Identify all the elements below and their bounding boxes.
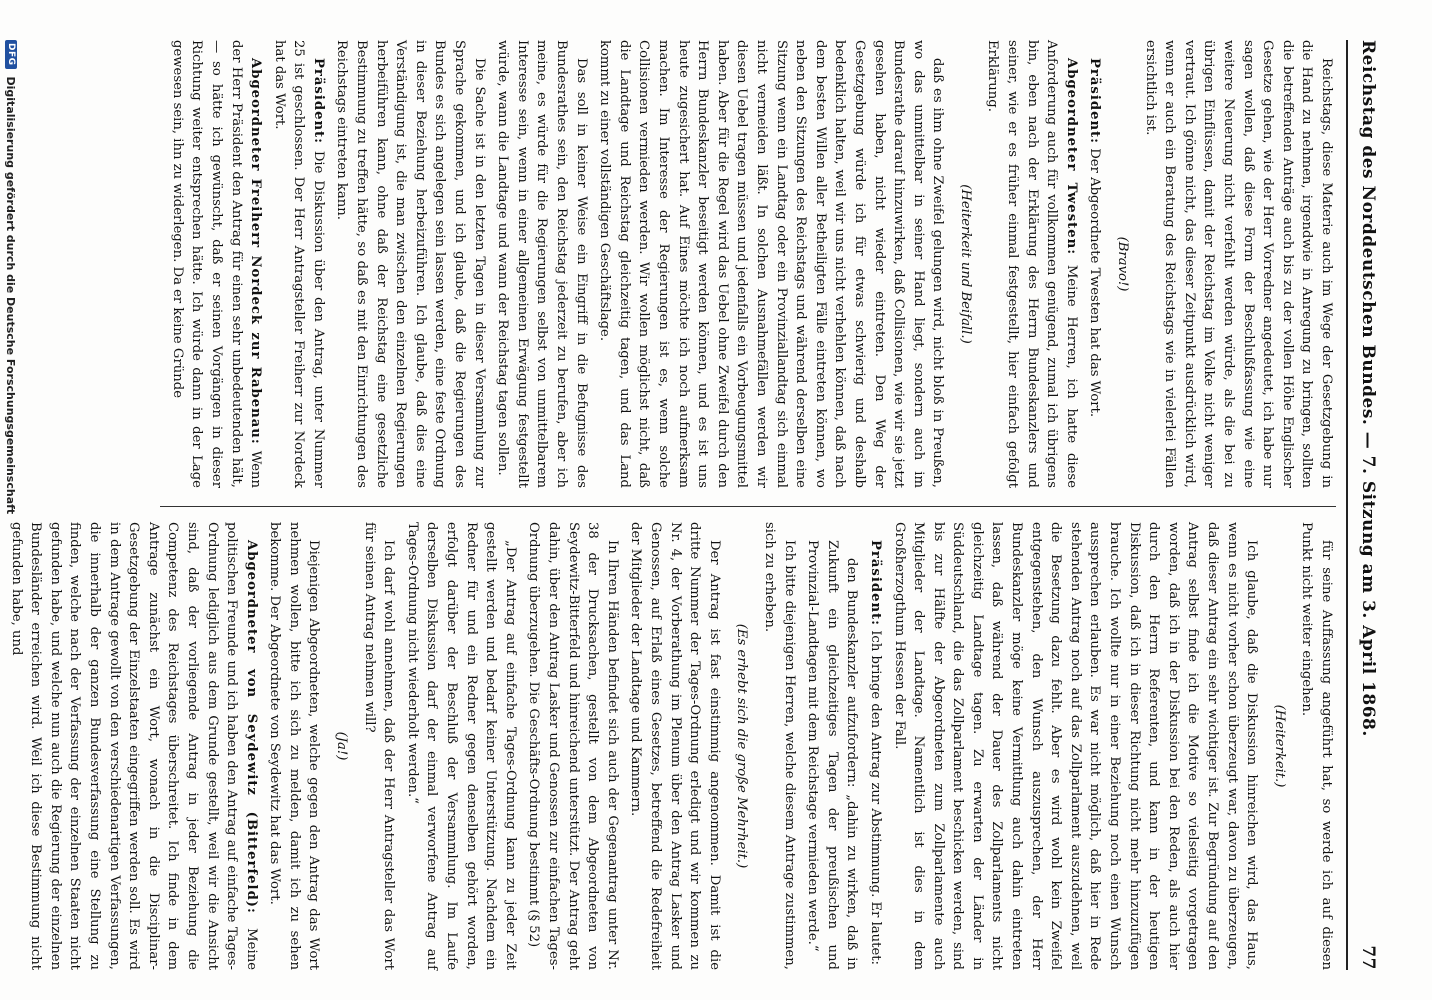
stage-direction: (Ja!)	[334, 731, 350, 761]
speech-paragraph	[865, 522, 885, 970]
body-paragraph: In Ihren Händen befindet sich auch der Gegenantrag unter Nr. 38 der Drucksachen, gestellt von dem Abgeordneten von Seydewitz-Bitterfeld und hinreichend unterstützt. Der Antrag geht dahin, über den Antrag Lasker und Genossen zur einfachen Tages-Ordnung überzugehen. Die Geschäfts-Ordnung bestimmt (§ 52)	[526, 522, 620, 970]
right-column	[8, 522, 1336, 970]
speaker-name: Präsident:	[867, 540, 883, 627]
body-paragraph: Diejenigen Abgeordneten, welche gegen den Antrag das Wort nehmen wollen, bitte ich sich zu melden, damit ich zu sehen bekomme. Der Abgeordnete von Seydewitz hat das Wort.	[267, 522, 322, 970]
body-paragraph: Ich darf wohl annehmen, daß der Herr Antragsteller das Wort für seinen Antrag nehmen will?	[361, 522, 397, 970]
motion-quote: den Bundeskanzler aufzufordern: „dahin zu wirken, daß in Zukunft ein gleichzeitiges Tagen der preußischen und Provinzial-Landtagen mit dem Reichstage vermieden werde.“	[805, 540, 860, 970]
speaker-name: Abgeordneter Twesten:	[1063, 58, 1079, 256]
stage-direction: (Heiterkeit und Beifall.)	[957, 184, 973, 344]
column-divider	[160, 506, 1336, 507]
speech-text: Die Diskussion über den Antrag, unter Nummer 25 ist geschlossen. Der Herr Antragsteller Freiherr zur Nordeck hat das Wort.	[271, 40, 326, 488]
funding-notice: Digitalisierung gefördert durch die Deutsche Forschungsgemeinschaft	[4, 76, 18, 515]
stage-direction: (Bravo!)	[1115, 236, 1131, 292]
speaker-name: Abgeordneter von Seydewitz (Bitterfeld):	[243, 540, 259, 914]
speaker-name: Präsident:	[310, 58, 326, 145]
speech-text: Ich bringe den Antrag zur Abstimmung. Er lautet:	[867, 630, 883, 965]
speech-paragraph	[1085, 40, 1105, 488]
page-footer	[2, 40, 20, 970]
speech-text: Meine politischen Freunde und ich haben den Antrag auf einfache Tages-Ordnung lediglich aus dem Grunde gestellt, weil wir die Ansicht sind, daß der vorliegende Antrag in jeder Beziehung die Competenz des Reichstages überschreitet. Ich finde in dem Antrage zunächst ein Wort, wonach in die Disciplinar-Gesetzgebung der Einzelstaaten eingegriffen werden soll. Es wird in dem Antrage gewollt von den verschiedenartigen Verfassungen, die innerhalb der ganzen Bundesverfassung eine Stellung zu finden, welche nach der Verfassung der einzelnen Staaten nicht gefunden habe, und welche nun auch die Regierung der einzelnen Bundesländer erreichen wird. Weil ich diese Bestimmung nicht gefunden habe, und	[8, 522, 259, 970]
speaker-name: Präsident:	[1087, 58, 1103, 145]
speech-paragraph	[983, 40, 1081, 488]
body-paragraph: Reichstags, diese Materie auch im Wege der Gesetzgebung in die Hand zu nehmen, irgendwie in Anregung zu bringen, sollten die betreffenden Anträge auch bis zu der vollen Höhe Englischer Gesetze gehen, wie der Herr Vorredner angedeutet, ich habe nur sagen wollen, daß diese Form der Beschlußfassung wie eine weitere Neuerung nicht verfehlt werden würde, als die bei zu übrigen Einflüssen, damit der Reichstag im Volke nicht weniger vertraut. Ich gönne nicht, das dieser Zeitpunkt ausdrücklich wird, wenn er auch ein Beratung des Reichstags wie in vielerlei Fällen ersichtlich ist.	[1142, 40, 1334, 488]
body-paragraph: Die Sache ist in den letzten Tagen in dieser Versammlung zur Sprache gekommen, und ich glaube, daß die Regierungen des Bundes es sich angelegen sein lassen werden, eine feste Ordnung in dieser Beziehung herbeizuführen. Ich glaube, daß dies eine Verständigung ist, die man zwischen den einzelnen Regierungen herbeiführen kann, ohne daß der Reichstag eine gesetzliche Bestimmung zu treffen hätte, so daß es mit den Einrichtungen des Reichstags eintreten kann.	[334, 40, 487, 488]
left-column	[160, 40, 1336, 488]
running-title: Reichstag des Norddeutschen Bundes. — 7. Sitzung am 3. April 1868.	[1358, 40, 1378, 737]
dfg-logo: DFG	[5, 40, 17, 69]
stage-direction: (Es erhebt sich die große Mehrheit.)	[734, 623, 750, 869]
speech-text: Der Abgeordnete Twesten hat das Wort.	[1087, 148, 1103, 418]
speech-text: Meine Herren, ich hatte diese Anforderung auch für vollkommen genügend, zumal ich übrigens bin, eben nach der Erklärung des Herrn Bundeskanzlers und seiner, wie er es früher einmal festgestellt, hier einfach gefolgt Erklärung.	[985, 40, 1079, 488]
speech-paragraph	[167, 40, 265, 488]
stage-direction: (Heiterkeit.)	[1271, 704, 1287, 788]
body-paragraph: Ich glaube, daß die Diskussion hinreichen wird, das Haus, wenn es nicht vorher schon überzeugt war, davon zu überzeugen, daß dieser Antrag ein sehr wichtiger ist. Zur Begründung auf den Antrag selbst finde ich die Motive so vielseitig vorgetragen worden, daß ich in der Diskussion bei den Reden, als auch hier durch den Herrn Referenten, und kann in der heutigen Diskussion, daß ich in dieser Richtung nicht mehr hinzuzufügen brauche. Ich wollte nur in einer Beziehung noch einen Wunsch aussprechen erlauben. Es war nicht möglich, daß hier in Rede stehenden Antrag noch auf das Zollparlament auszudehnen, weil die Besetzung dazu fehlt. Aber es wird wohl kein Zweifel entgegenstehen, den Wunsch auszusprechen, der Herr Bundeskanzler möge keine Vermittlung auch dahin eintreten lassen, daß während der Dauer des Zollparlaments nicht gleichzeitig Landtage tagen. Zu erwarten der Länder in Süddeutschland, die das Zollparlament beschicken werden, sind bis zur Hälfte der Abgeordneten zum Zollparlamente auch Mitglieder der Landtage. Namentlich ist dies in dem Großherzogthum Hessen der Fall.	[891, 522, 1260, 970]
body-paragraph: für seine Auffassung angeführt hat, so werde ich auf diesen Punkt nicht weiter eingehen.	[1299, 522, 1334, 970]
page-number: 77	[1358, 945, 1378, 970]
body-paragraph: Der Antrag ist fast einstimmig angenommen. Damit ist die dritte Nummer der Tages-Ordnung erledigt und wir kommen zu Nr. 4, der Vorberathung im Plenum über den Antrag Lasker und Genossen, auf Erlaß eines Gesetzes, betreffend die Redefreiheit der Mitglieder der Landtage und Kammern.	[628, 522, 722, 970]
speech-paragraph	[6, 522, 261, 970]
body-paragraph: Das soll in keiner Weise ein Eingriff in die Befugnisse des Bundesrathes sein, den Reichstag jederzeit zu berufen, aber ich meine, es würde für die Regierungen selbst von unmittelbarem Interesse sein, wenn in einer allgemeinen Erwägung festgestellt würde, wann die Landtage und wann der Reichstag tagen sollen.	[495, 40, 589, 488]
speaker-name: Abgeordneter Freiherr Nordeck zur Rabenau:	[248, 58, 264, 445]
speech-paragraph	[269, 40, 328, 488]
body-paragraph: daß es ihm ohne Zweifel gelungen wird, nicht bloß in Preußen, wo das unmittelbar in seiner Hand liegt, sondern auch im Bundesrathe darauf hinzuwirken, daß Collisionen, wie wir sie jetzt gesehen haben, nicht wieder eintreten. Den Weg der Gesetzgebung würde ich für etwas schwierig und deshalb bedenklich halten, weil wir uns nicht verhehlen können, daß nach dem besten Willen aller Betheiligten Fälle eintreten können, wo neben den Sitzungen des Reichstags und während derselben eine Sitzung wenn ein Landtag oder ein Provinziallandtag sich einmal nicht vermeiden läßt. In solchen Ausnahmefällen werden wir diesen Uebel tragen müssen und jedenfalls ein Vorbeugungsmittel haben. Aber für die Regel wird das Uebel ohne Zweifel durch den Herrn Bundeskanzler beseitigt werden können, und es ist uns heute zugesichert hat. Auf Eines möchte ich noch aufmerksam machen. Im Interesse der Regierungen ist es, wenn solche Collisionen vermieden werden. Wir wollen möglichst nicht, daß die Landtage und Reichstag gleichzeitig tagen, und das Land kommt zu einer vollständigen Geschäftslage.	[597, 40, 946, 488]
body-paragraph: „Der Antrag auf einfache Tages-Ordnung kann zu jeder Zeit gestellt werden und bedarf keiner Unterstützung. Nachdem ein Redner für und ein Redner gegen denselben gehört worden, erfolgt darüber der Beschluß der Versammlung. Im Laufe derselben Diskussion darf der einmal verworfene Antrag auf Tages-Ordnung nicht wiederholt werden.“	[404, 522, 518, 970]
page-header	[1346, 40, 1388, 970]
speech-text: Wenn der Herr Präsident den Antrag für einen sehr unbedeutenden hält, — so hätte ich gewünscht, daß er seinen Vorgängen in dieser Richtung weiter entsprechen hätte. Ich würde dann in der Lage gewesen sein, ihn zu widerlegen. Da er keine Gründe	[169, 40, 264, 488]
body-paragraph: Ich bitte diejenigen Herren, welche diesem Antrage zustimmen, sich zu erheben.	[761, 522, 797, 970]
